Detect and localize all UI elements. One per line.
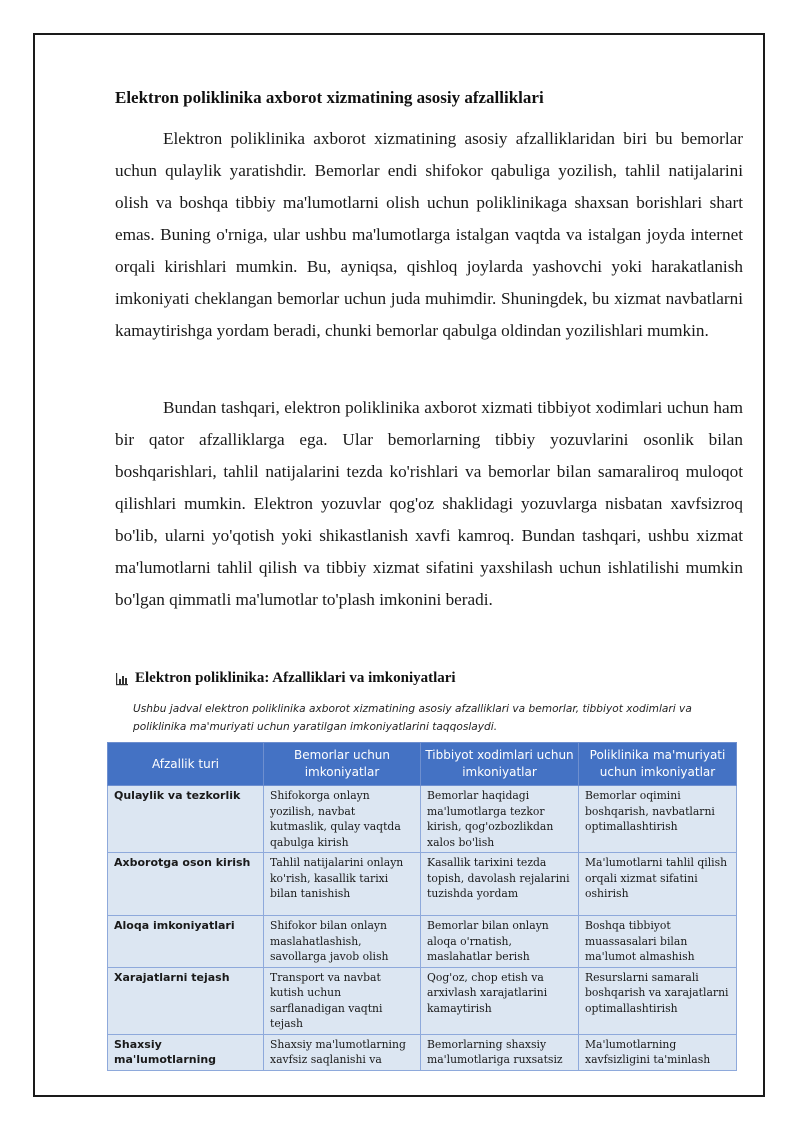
table-cell: Shaxsiy ma'lumotlarning xavfsiz saqlanishi va (264, 1034, 421, 1070)
table-cell: Shifokor bilan onlayn maslahatlashish, savollarga javob olish (264, 916, 421, 968)
header-cell: Poliklinika ma'muriyati uchun imkoniyatlar (579, 743, 737, 786)
paragraph-1: Elektron poliklinika axborot xizmatining asosiy afzalliklaridan biri bu bemorlar uchun qulaylik yaratishdir. Bemorlar endi shifokor qabuliga yozilish, tahlil natijalarini olish va boshqa tibbiy ma'lumotlarni olish uchun poliklinikaga shaxsan borishlari shart emas. Buning o'rniga, ular ushbu ma'lumotlarga istalgan vaqtda va istalgan joyda internet orqali kirishlari mumkin. Bu, ayniqsa, qishloq joylarda yashovchi yoki harakatlanish imkoniyati cheklangan bemorlar uchun juda muhimdir. Shuningdek, bu xizmat navbatlarni kamaytirishga yordam beradi, chunki bemorlar qabulga oldindan yozilishlari mumkin. (115, 129, 743, 340)
paragraph-2: Bundan tashqari, elektron poliklinika axborot xizmati tibbiyot xodimlari uchun ham bir qator afzalliklarga ega. Ular bemorlarning tibbiy yozuvlarini osonlik bilan boshqarishlari, tahlil natijalarini tezda ko'rishlari va bemorlar bilan samaraliroq muloqot qilishlari mumkin. Elektron yozuvlar qog'oz shaklidagi yozuvlarga nisbatan xavfsizroq bo'lib, ularni yo'qotish yoki shikastlanish xavfi kamroq. Bundan tashqari, ushbu xizmat ma'lumotlarni tahlil qilish va tibbiy xizmat sifatini yaxshilash uchun ishlatilishi mumkin bo'lgan qimmatli ma'lumotlar to'plash imkonini beradi. (115, 398, 743, 609)
table-title (115, 670, 745, 687)
table-row (108, 786, 737, 853)
header-cell: Tibbiyot xodimlari uchun imkoniyatlar (421, 743, 579, 786)
table-cell: Xarajatlarni tejash (108, 967, 264, 1034)
table-cell: Shifokorga onlayn yozilish, navbat kutmaslik, qulay vaqtda qabulga kirish (264, 786, 421, 853)
table-caption: Ushbu jadval elektron poliklinika axborot xizmatining asosiy afzalliklari va bemorlar, tibbiyot xodimlari va poliklinika ma'muriyati uchun yaratilgan imkoniyatlarini taqqoslaydi. (133, 703, 692, 733)
table-row (108, 916, 737, 968)
table-row (108, 1034, 737, 1070)
table-cell: Qulaylik va tezkorlik (108, 786, 264, 853)
table-row (108, 967, 737, 1034)
table-row (108, 853, 737, 916)
table-cell: Aloqa imkoniyatlari (108, 916, 264, 968)
table-cell: Kasallik tarixini tezda topish, davolash rejalarini tuzishda yordam (421, 853, 579, 916)
bar-chart-icon (115, 672, 129, 686)
table-cell: Bemorlar haqidagi ma'lumotlarga tezkor kirish, qog'ozbozlikdan xalos bo'lish (421, 786, 579, 853)
table-cell: Qog'oz, chop etish va arxivlash xarajatlarini kamaytirish (421, 967, 579, 1034)
section-heading: Elektron poliklinika axborot xizmatining asosiy afzalliklari (115, 88, 544, 107)
table-cell: Tahlil natijalarini onlayn ko'rish, kasallik tarixi bilan tanishish (264, 853, 421, 916)
table-cell: Shaxsiy ma'lumotlarning (108, 1034, 264, 1070)
table-cell: Bemorlar bilan onlayn aloqa o'rnatish, maslahatlar berish (421, 916, 579, 968)
table-header-row (108, 743, 737, 786)
table-cell: Bemorlarning shaxsiy ma'lumotlariga ruxsatsiz (421, 1034, 579, 1070)
table-cell: Bemorlar oqimini boshqarish, navbatlarni optimallashtirish (579, 786, 737, 853)
table-title-text: Elektron poliklinika: Afzalliklari va imkoniyatlari (135, 670, 456, 686)
comparison-table (107, 742, 737, 1071)
table-cell: Ma'lumotlarni tahlil qilish orqali xizmat sifatini oshirish (579, 853, 737, 916)
table-cell: Ma'lumotlarning xavfsizligini ta'minlash (579, 1034, 737, 1070)
table-cell: Boshqa tibbiyot muassasalari bilan ma'lumot almashish (579, 916, 737, 968)
header-cell: Bemorlar uchun imkoniyatlar (264, 743, 421, 786)
header-cell: Afzallik turi (108, 743, 264, 786)
table-cell: Resurslarni samarali boshqarish va xarajatlarni optimallashtirish (579, 967, 737, 1034)
table-cell: Axborotga oson kirish (108, 853, 264, 916)
table-cell: Transport va navbat kutish uchun sarflanadigan vaqtni tejash (264, 967, 421, 1034)
